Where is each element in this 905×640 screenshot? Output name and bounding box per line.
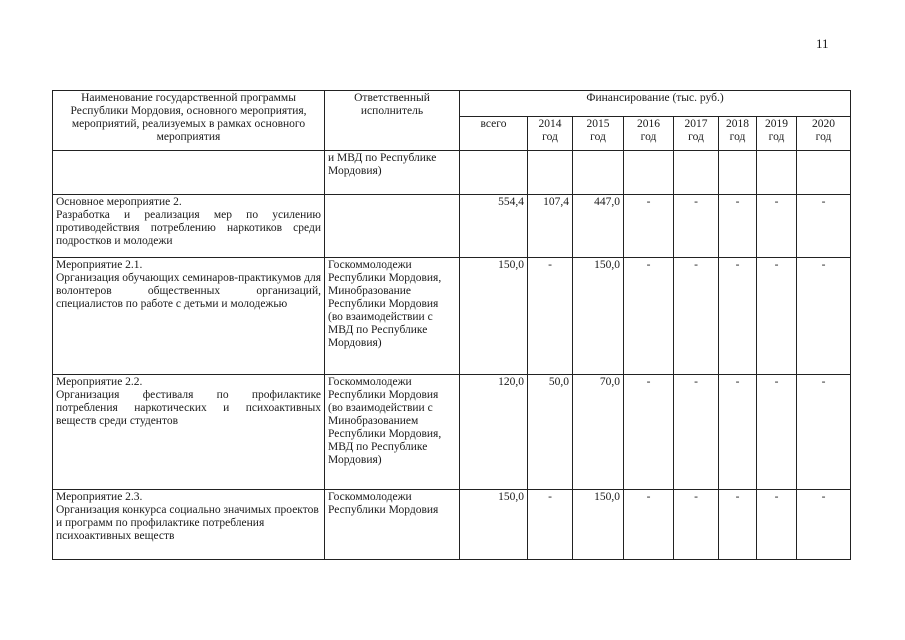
cell-total: 150,0 xyxy=(460,490,528,560)
cell-2014: 50,0 xyxy=(528,375,573,490)
row-executor: Госкоммолодежи Республики Мордовия (во взаимодействии с Минобразованием Республики Мордовия, МВД по Республике Мордовия) xyxy=(325,375,460,490)
cell-2015: 150,0 xyxy=(573,258,624,375)
cell-2015: 70,0 xyxy=(573,375,624,490)
cell-2020 xyxy=(797,151,851,195)
cell-2018 xyxy=(719,151,757,195)
header-name: Наименование государственной программы Республики Мордовия, основного мероприятия, мероприятий, реализуемых в рамках основного мероприятия xyxy=(53,91,325,151)
cell-2014: - xyxy=(528,490,573,560)
row-executor: Госкоммолодежи Республики Мордовия, Минобразование Республики Мордовия (во взаимодействии с МВД по Республике Мордовия) xyxy=(325,258,460,375)
financing-table xyxy=(52,90,851,560)
header-executor: Ответственный исполнитель xyxy=(325,91,460,151)
cell-2020: - xyxy=(797,258,851,375)
row-name xyxy=(53,258,325,375)
cell-2016 xyxy=(624,151,674,195)
cell-2018: - xyxy=(719,375,757,490)
cell-2020: - xyxy=(797,375,851,490)
row-name xyxy=(53,375,325,490)
header-year-2016: 2016 год xyxy=(624,117,674,151)
header-year-2020: 2020 год xyxy=(797,117,851,151)
row-description: Разработка и реализация мер по усилению противодействия потреблению наркотиков среди подростков и молодежи xyxy=(56,209,321,247)
cell-2015: 447,0 xyxy=(573,195,624,258)
cell-2020: - xyxy=(797,490,851,560)
cell-2017: - xyxy=(674,375,719,490)
row-title: Мероприятие 2.3. xyxy=(56,491,143,503)
cell-total: 554,4 xyxy=(460,195,528,258)
table-row xyxy=(53,490,851,560)
table-row xyxy=(53,195,851,258)
cell-2018: - xyxy=(719,490,757,560)
cell-2016: - xyxy=(624,490,674,560)
row-title: Мероприятие 2.2. xyxy=(56,376,143,388)
table-row xyxy=(53,375,851,490)
row-executor xyxy=(325,195,460,258)
cell-2014: - xyxy=(528,258,573,375)
cell-2014 xyxy=(528,151,573,195)
cell-2019: - xyxy=(757,258,797,375)
cell-2016: - xyxy=(624,258,674,375)
cell-2017 xyxy=(674,151,719,195)
cell-2015: 150,0 xyxy=(573,490,624,560)
cell-2016: - xyxy=(624,195,674,258)
row-title: Основное мероприятие 2. xyxy=(56,196,182,208)
page-number: 11 xyxy=(816,36,829,51)
header-year-2014: 2014 год xyxy=(528,117,573,151)
cell-total xyxy=(460,151,528,195)
cell-2014: 107,4 xyxy=(528,195,573,258)
row-description: Организация обучающих семинаров-практикумов для волонтеров общественных организаций, специалистов по работе с детьми и молодежью xyxy=(56,272,321,310)
cell-2017: - xyxy=(674,490,719,560)
header-year-2015: 2015 год xyxy=(573,117,624,151)
row-executor: и МВД по Республике Мордовия) xyxy=(325,151,460,195)
cell-2019: - xyxy=(757,195,797,258)
cell-2015 xyxy=(573,151,624,195)
cell-total: 150,0 xyxy=(460,258,528,375)
cell-2020: - xyxy=(797,195,851,258)
cell-2016: - xyxy=(624,375,674,490)
cell-total: 120,0 xyxy=(460,375,528,490)
cell-2019: - xyxy=(757,375,797,490)
header-year-2017: 2017 год xyxy=(674,117,719,151)
row-name xyxy=(53,195,325,258)
cell-2018: - xyxy=(719,195,757,258)
table-row xyxy=(53,151,851,195)
table-row xyxy=(53,258,851,375)
header-financing: Финансирование (тыс. руб.) xyxy=(460,91,851,117)
row-executor: Госкоммолодежи Республики Мордовия xyxy=(325,490,460,560)
cell-2017: - xyxy=(674,195,719,258)
header-year-2018: 2018 год xyxy=(719,117,757,151)
cell-2019 xyxy=(757,151,797,195)
cell-2018: - xyxy=(719,258,757,375)
row-name xyxy=(53,490,325,560)
row-description: Организация фестиваля по профилактике потребления наркотических и психоактивных веществ среди студентов xyxy=(56,389,321,427)
row-title: Мероприятие 2.1. xyxy=(56,259,143,271)
header-total: всего xyxy=(460,117,528,151)
cell-2019: - xyxy=(757,490,797,560)
row-name xyxy=(53,151,325,195)
row-description: Организация конкурса социально значимых проектов и программ по профилактике потребления психоактивных веществ xyxy=(56,504,319,542)
header-year-2019: 2019 год xyxy=(757,117,797,151)
cell-2017: - xyxy=(674,258,719,375)
